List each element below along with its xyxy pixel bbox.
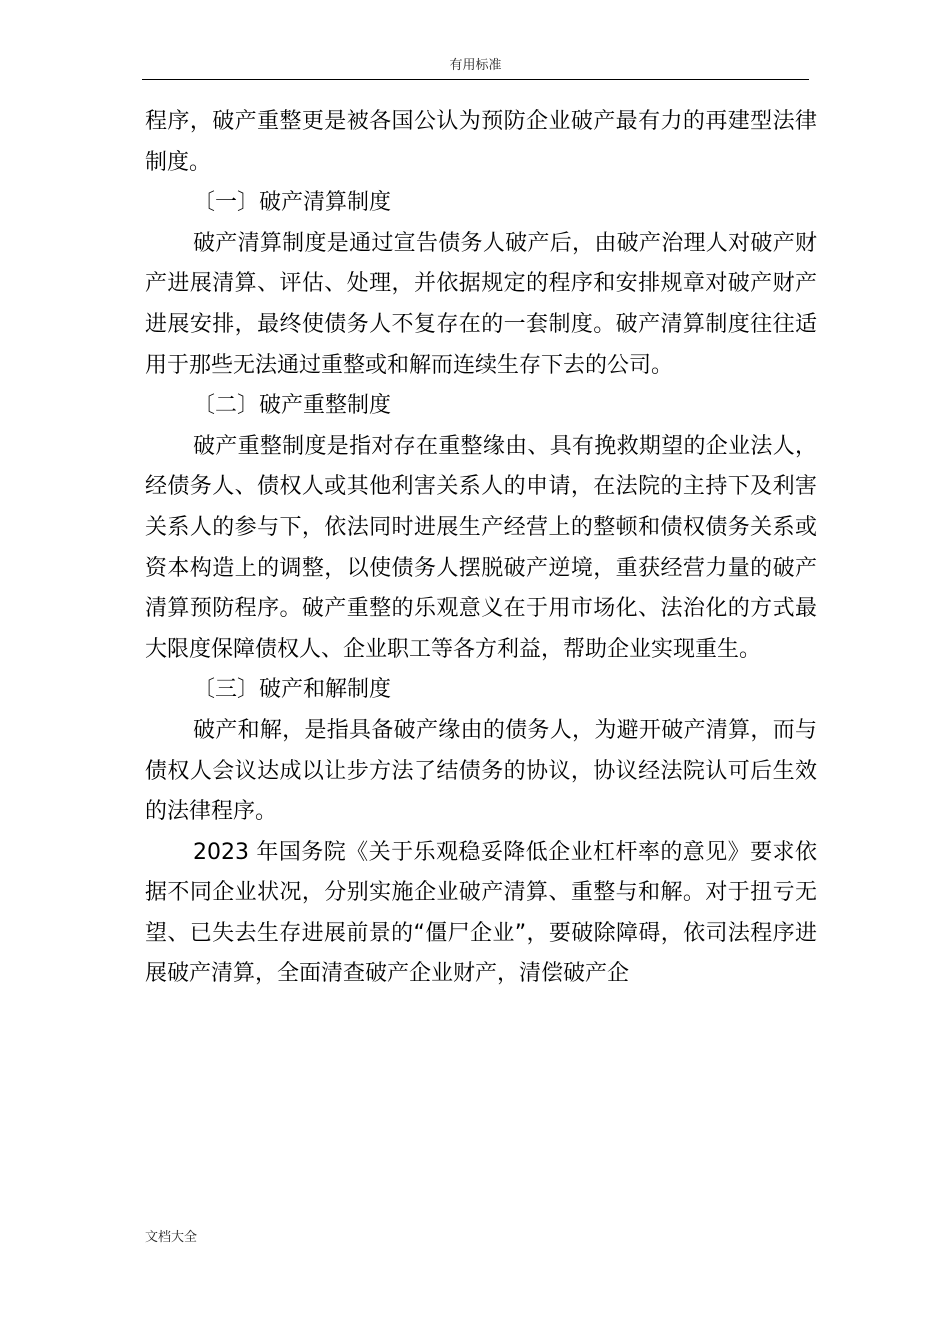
- paragraph-settlement: 破产和解，是指具备破产缘由的债务人，为避开破产清算，而与债权人会议达成以让步方法了结债务的协议，协议经法院认可后生效的法律程序。: [145, 717, 817, 825]
- section-heading-liquidation: 〔一〕破产清算制度: [193, 190, 392, 216]
- paragraph-continuation: 程序，破产重整更是被各国公认为预防企业破产最有力的再建型法律制度。: [145, 109, 817, 175]
- page-footer: 文档大全: [145, 1230, 198, 1245]
- paragraph-reorganization: 破产重整制度是指对存在重整缘由、具有挽救期望的企业法人，经债务人、债权人或其他利害关系人的申请，在法院的主持下及利害关系人的参与下，依法同时进展生产经营上的整顿和债权债务关系或资本构造上的调整，以使债务人摆脱破产逆境，重获经营力量的破产清算预防程序。破产重整的乐观意义在于用市场化、法治化的方式最大限度保障债权人、企业职工等各方利益，帮助企业实现重生。: [145, 433, 817, 662]
- section-heading-reorganization: 〔二〕破产重整制度: [193, 393, 392, 419]
- section-heading-settlement: 〔三〕破产和解制度: [193, 677, 392, 703]
- document-body: [145, 102, 817, 995]
- paragraph-state-council-opinion: 2023 年国务院《关于乐观稳妥降低企业杠杆率的意见》要求依据不同企业状况，分别实施企业破产清算、重整与和解。对于扭亏无望、已失去生存进展前景的“僵尸企业”，要破除障碍，依司法程序进展破产清算，全面清查破产企业财产，清偿破产企: [145, 839, 817, 987]
- page-header: 有用标准: [142, 56, 809, 80]
- paragraph-liquidation: 破产清算制度是通过宣告债务人破产后，由破产治理人对破产财产进展清算、评估、处理，并依据规定的程序和安排规章对破产财产进展安排，最终使债务人不复存在的一套制度。破产清算制度往往适用于那些无法通过重整或和解而连续生存下去的公司。: [145, 230, 817, 378]
